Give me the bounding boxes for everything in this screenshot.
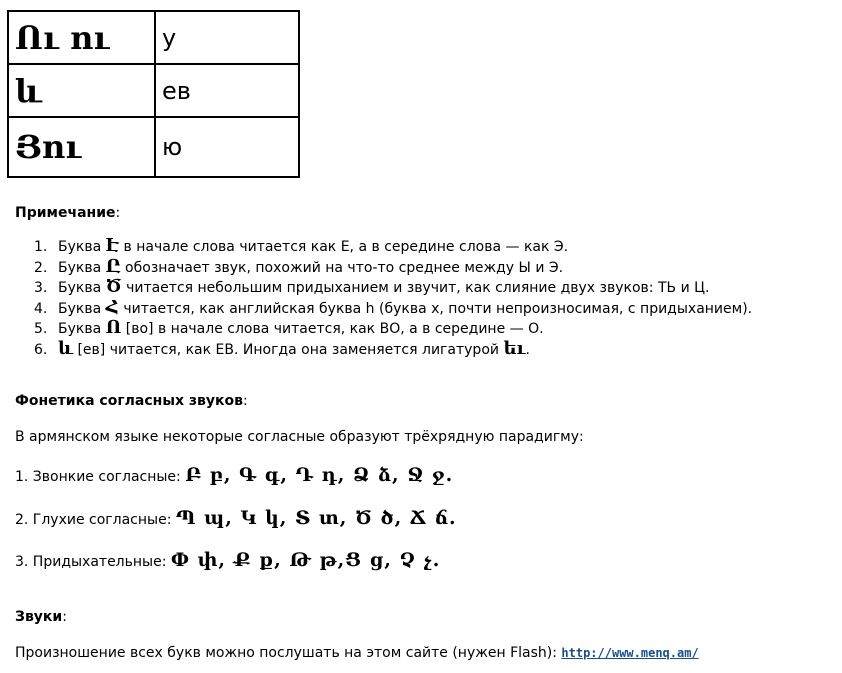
list-item — [34, 257, 752, 278]
list-item — [34, 277, 752, 298]
letter-table — [7, 10, 300, 178]
aspirated-letters: Փ փ, Ք ք, Թ թ,Ց ց, Չ չ. — [170, 549, 441, 571]
note-heading-colon: : — [115, 205, 121, 221]
voiced-letters: Բ բ, Գ գ, Դ դ, Ձ ձ, Ջ ջ. — [185, 464, 454, 486]
phonetics-heading-colon: : — [243, 393, 248, 409]
list-item — [34, 339, 752, 360]
list-item — [34, 298, 752, 319]
phonetics-intro: В армянском языке некоторые согласные образуют трёхрядную парадигму: — [15, 429, 584, 445]
table-row — [8, 117, 299, 177]
armenian-letter-cell: և — [8, 64, 155, 117]
voiceless-letters: Պ պ, Կ կ, Տ տ, Ծ ծ, Ճ ճ. — [175, 507, 457, 529]
voiceless-consonants-line — [15, 507, 457, 529]
sounds-line — [15, 645, 699, 661]
item-text: в начале слова читается как Е, а в середине слова — как Э. — [119, 239, 569, 255]
item-text: Буква — [58, 280, 106, 296]
item-text: обозначает звук, похожий на что-то среднее между Ы и Э. — [120, 259, 564, 276]
voiced-consonants-line — [15, 464, 453, 486]
item-text: Буква — [58, 300, 106, 317]
armenian-ligature-glyph: եւ — [503, 337, 526, 359]
sounds-heading — [15, 609, 67, 625]
sounds-heading-colon: : — [62, 609, 67, 625]
russian-sound-cell: у — [155, 11, 299, 64]
item-text: Буква — [58, 259, 106, 276]
phonetics-heading — [15, 393, 248, 409]
voiced-label: 1. Звонкие согласные: — [15, 469, 186, 485]
item-text: читается небольшим придыханием и звучит, как слияние двух звуков: ТЬ и Ц. — [121, 280, 710, 296]
aspirated-consonants-line — [15, 549, 440, 571]
item-number: 3. — [34, 280, 48, 296]
item-number: 4. — [34, 300, 48, 317]
item-text: читается, как английская буква h (буква х, почти непроизносимая, с придыханием). — [118, 300, 753, 317]
item-text: Буква — [58, 321, 106, 337]
list-item — [34, 236, 752, 257]
sounds-heading-text: Звуки — [15, 609, 63, 625]
item-text: [во] в начале слова читается, как ВО, а в середине — О. — [121, 321, 544, 337]
list-item — [34, 318, 752, 339]
item-text: . — [525, 341, 530, 358]
armenian-glyph: Ծ — [105, 276, 122, 297]
armenian-letter-cell: Յու — [8, 117, 155, 177]
item-text: Буква — [58, 239, 106, 255]
russian-sound-cell: ю — [155, 117, 299, 177]
item-number: 5. — [34, 321, 48, 337]
aspirated-label: 3. Придыхательные: — [15, 554, 171, 570]
phonetics-heading-text: Фонетика согласных звуков — [15, 393, 243, 409]
item-number: 6. — [34, 341, 48, 358]
armenian-glyph: Ո — [105, 317, 122, 338]
armenian-glyph: Ը — [105, 255, 121, 277]
sounds-text: Произношение всех букв можно послушать на этом сайте (нужен Flash): — [15, 645, 562, 661]
table-row — [8, 11, 299, 64]
item-number: 2. — [34, 259, 48, 276]
russian-sound-cell: ев — [155, 64, 299, 117]
item-number: 1. — [34, 239, 48, 255]
armenian-glyph: և — [58, 337, 74, 359]
voiceless-label: 2. Глухие согласные: — [15, 512, 176, 528]
armenian-letter-cell: Ու ու — [8, 11, 155, 64]
note-heading — [15, 205, 120, 221]
armenian-glyph: Հ — [105, 296, 119, 318]
menq-link[interactable]: http://www.menq.am/ — [561, 646, 699, 660]
armenian-glyph: Է — [105, 235, 120, 256]
note-heading-text: Примечание — [15, 205, 116, 221]
item-text: [ев] читается, как ЕВ. Иногда она заменяется лигатурой — [73, 341, 504, 358]
notes-list — [34, 236, 752, 359]
table-row — [8, 64, 299, 117]
